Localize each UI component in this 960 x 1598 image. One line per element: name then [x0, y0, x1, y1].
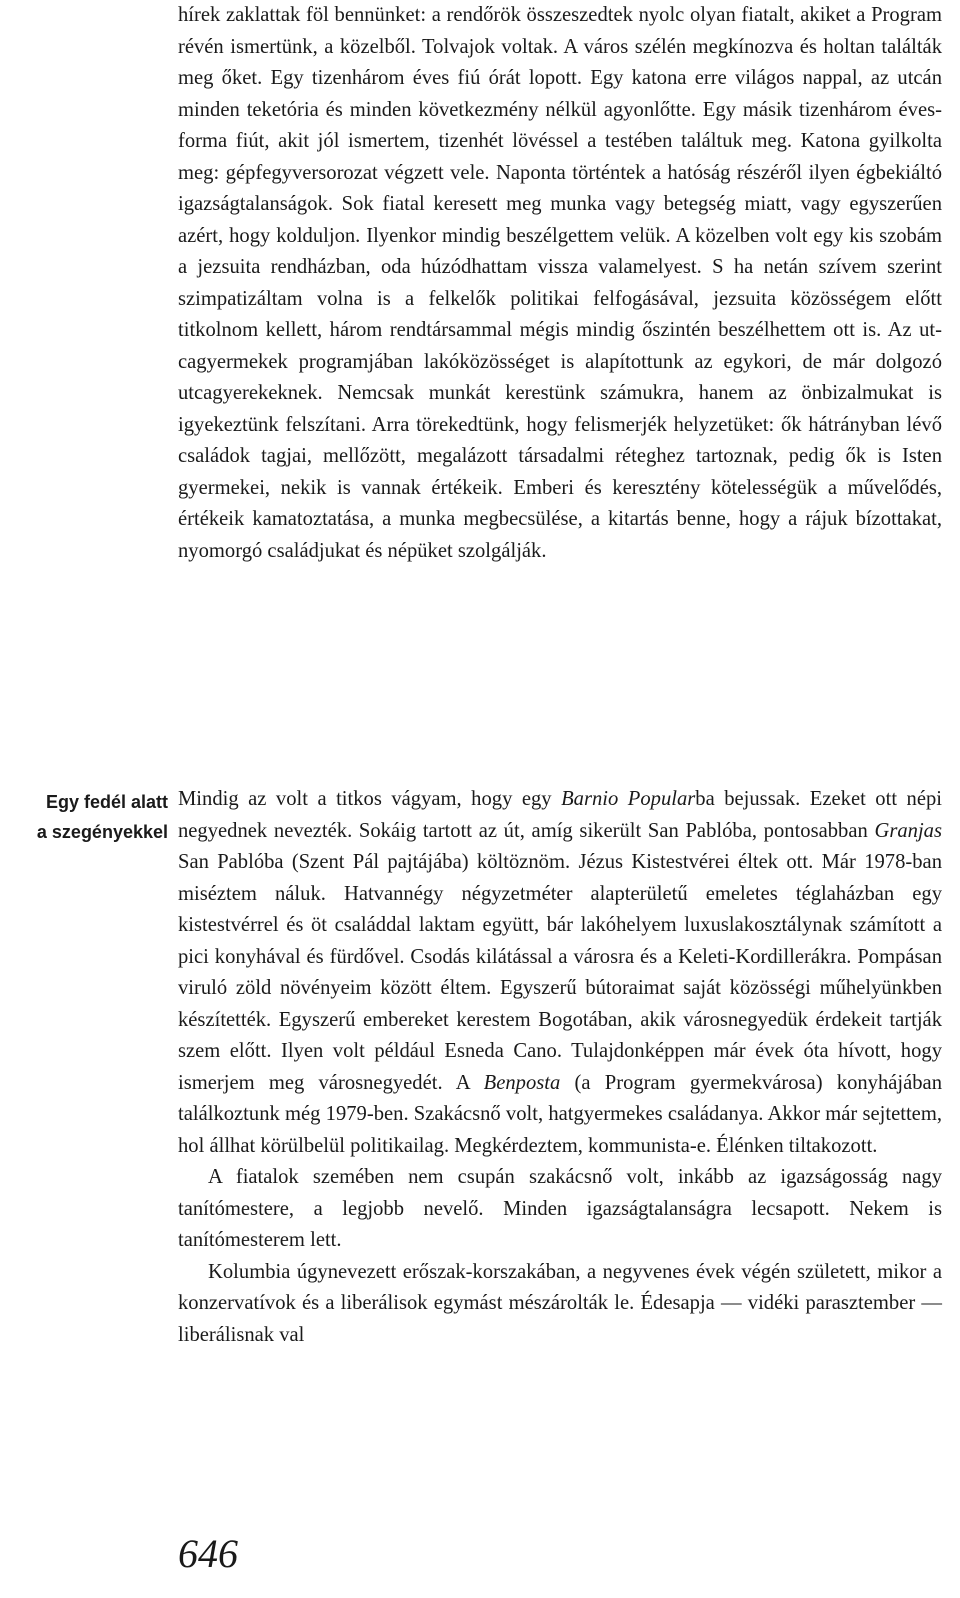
p1-text-a: Mindig az volt a titkos vágyam, hogy egy [178, 788, 562, 810]
page-number: 646 [178, 1531, 238, 1576]
paragraph-1 [178, 784, 942, 1162]
main-text-bottom [178, 784, 942, 1351]
paragraph-3: Kolumbia úgynevezett erőszak-korszakában, a negyvenes évek végén született, mikor a konzervatívok és a liberálisok egymást mészárolták le. Édesapja — vidéki parasztember — liberálisnak val [178, 1260, 942, 1346]
p1-italic-benposta: Benposta [483, 1071, 561, 1094]
p1-text-c: San Pablóba (Szent Pál pajtájába) költöznöm. Jézus Kistestvérei éltek ott. Már 1978-ban miséztem náluk. Hatvannégy négyzetméter alapterületű emeletes téglaházban egy kistestvérrel és öt családdal laktam együtt, bár lakóhelyem luxuslakosztálynak számított a pici konyhával és fürdővel. Csodás kilátással a városra és a Keleti-Kordillerákra. Pompásan viruló zöld növényeim között éltem. Egyszerű bútoraimat saját közösségi műhelyünkben készítették. Egyszerű embereket kerestem Bogotában, akik városnegyedük érdekeit tartják szem előtt. Ilyen volt például Esneda Cano. Tulajdonképpen már évek óta hívott, hogy ismerjem meg városnegyedét. A [178, 851, 942, 1094]
paragraph-top: hírek zaklattak föl bennünket: a rendőrök összeszedtek nyolc olyan fiatalt, akiket a Program révén ismertünk, a közelből. Tolvajok voltak. A város szélén megkínozva és holtan találták meg őket. Egy tizenhárom éves fiú órát lopott. Egy katona erre világos nappal, az utcán minden teketória és minden következmény nélkül agyonlőtte. Egy másik tizenhárom éves-forma fiút, akit jól ismertem, tizenhét lövéssel a testében találtuk meg. Katona gyilkolta meg: gépfegyversorozat végzett vele. Naponta történtek a hatóság részéről ilyen égbekiáltó igazságtalanságok. Sok fiatal keresett meg munka vagy betegség miatt, vagy egyszerűen azért, hogy kolduljon. Ilyenkor mindig beszélgettem velük. A közelben volt egy kis szobám a jezsuita rendházban, oda húzódhattam vissza valamelyest. S ha netán szívem szerint szimpatizáltam volna is a felkelők politikai felfogásával, jezsuita közösségem előtt titkolnom kellett, három rendtársammal mégis mindig őszintén beszélhettem ott is. Az utcagyermekek programjában lakóközösséget is alapítottunk az egykori, de már dolgozó utcagyerekeknek. Nemcsak munkát kerestünk számukra, hanem az önbizalmukat is igyekeztünk felszítani. Arra törekedtünk, hogy felismerjék helyzetüket: ők hátrányban lévő családok tagjai, mellőzött, megalázott társadalmi réteghez tartoznak, pedig ők is Isten gyermekei, nekik is vannak értékeik. Emberi és keresztény kötelességük a művelődés, értékeik kamatoztatása, a munka megbecsülése, a kitartás benne, hogy a rájuk bízottakat, nyomorgó családjukat és népüket szolgálják. [178, 4, 942, 562]
margin-heading-line-1: Egy fedél alatt [45, 792, 168, 812]
margin-heading-line-2: a szegényekkel [36, 822, 168, 842]
p1-italic-granjas: Granjas [874, 819, 942, 842]
p1-text-d: (a Program gyermekvárosa) konyhájában találkoztunk még 1979-ben. Szakácsnő volt, hatgyermekes családanya. Akkor már sejtettem, hol állhat körülbelül politikailag. Megkérdeztem, kommunista-e. Élénken tiltakozott. [178, 1071, 942, 1157]
p1-text-b: ba bejussak. Ezeket ott népi negyednek nevezték. Sokáig tartott az út, amíg sikerült San Pablóba, pontosabban [178, 788, 942, 842]
p1-italic-barnio: Barnio Popular [561, 788, 696, 810]
margin-heading [0, 787, 168, 847]
main-text-top [178, 0, 942, 567]
paragraph-2: A fiatalok szemében nem csupán szakácsnő volt, inkább az igazságosság nagy tanítómestere, a legjobb nevelő. Minden igazságtalanságra lecsapott. Nekem is tanítómesterem lett. [178, 1166, 942, 1251]
